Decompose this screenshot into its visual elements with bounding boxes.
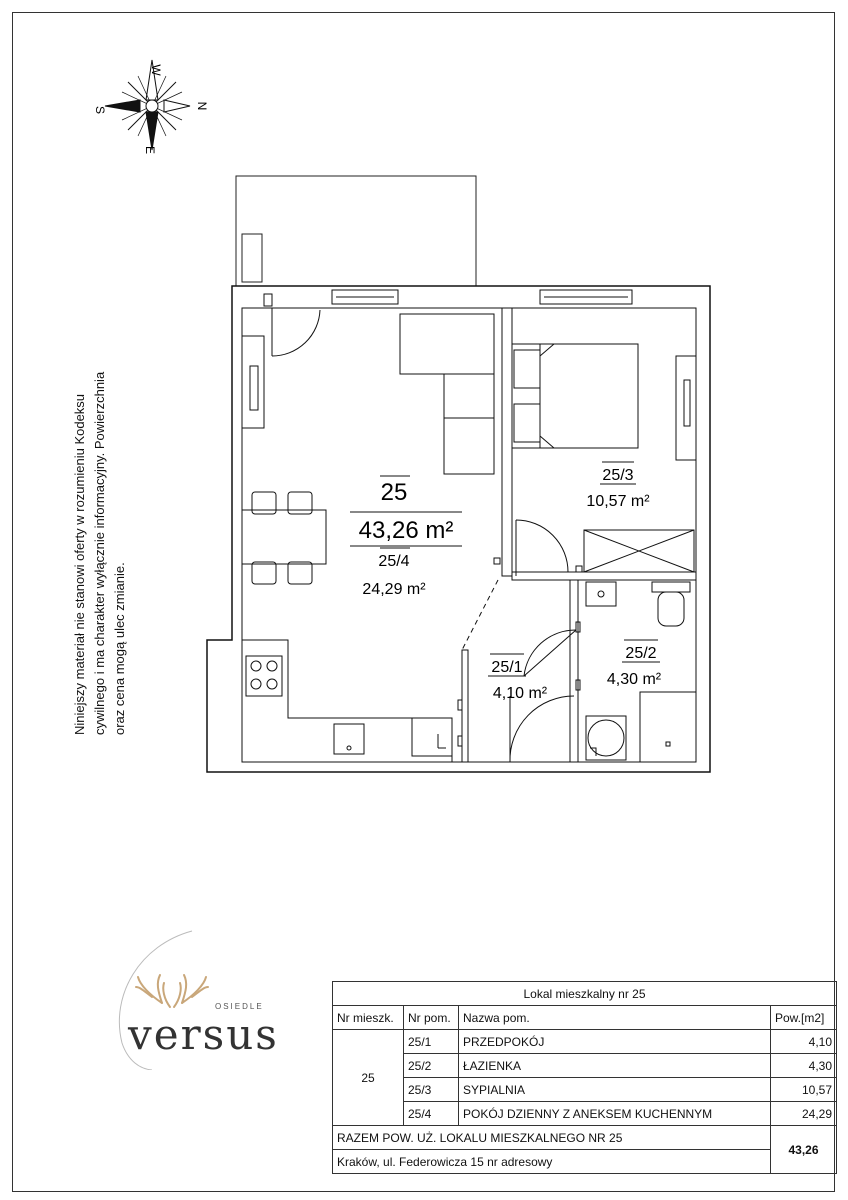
- row-name: POKÓJ DZIENNY Z ANEKSEM KUCHENNYM: [459, 1102, 771, 1126]
- room-id-25-1: 25/1: [491, 659, 523, 676]
- header-room-no: Nr pom.: [404, 1006, 459, 1030]
- disclaimer-line: oraz cena mogą ulec zmianie.: [112, 562, 127, 735]
- logo-name: versus: [128, 1010, 279, 1059]
- unit-area: 43,26 m²: [358, 517, 454, 544]
- room-id-25-3: 25/3: [602, 467, 634, 484]
- compass-e: E: [143, 145, 157, 155]
- row-name: ŁAZIENKA: [459, 1054, 771, 1078]
- disclaimer: [70, 315, 130, 735]
- table-row: [333, 1102, 837, 1126]
- header-unit-no: Nr mieszk.: [333, 1006, 404, 1030]
- room-legend-table: [332, 981, 837, 1174]
- compass-rose-icon: [105, 60, 190, 150]
- room-area-25-1: 4,10 m²: [492, 685, 548, 702]
- disclaimer-line: Niniejszy materiał nie stanowi oferty w rozumieniu Kodeksu: [72, 393, 87, 735]
- compass-w: W: [149, 64, 163, 76]
- total-label: RAZEM POW. UŻ. LOKALU MIESZKALNEGO NR 25: [333, 1126, 771, 1150]
- table-row: [333, 1078, 837, 1102]
- room-id-25-4: 25/4: [378, 553, 410, 570]
- disclaimer-line: cywilnego i ma charakter wyłącznie informacyjny. Powierzchnia: [92, 371, 107, 735]
- row-nr: 25/2: [404, 1054, 459, 1078]
- total-area: 43,26: [771, 1126, 837, 1174]
- table-row: [333, 1030, 837, 1054]
- room-area-25-2: 4,30 m²: [606, 671, 662, 688]
- address: Kraków, ul. Federowicza 15 nr adresowy: [333, 1150, 771, 1174]
- room-area-25-3: 10,57 m²: [586, 493, 650, 510]
- row-area: 24,29: [771, 1102, 837, 1126]
- header-area: Pow.[m2]: [771, 1006, 837, 1030]
- header-room-name: Nazwa pom.: [459, 1006, 771, 1030]
- legend-unit: 25: [333, 1030, 404, 1126]
- unit-number: 25: [380, 479, 408, 506]
- row-area: 4,10: [771, 1030, 837, 1054]
- row-area: 10,57: [771, 1078, 837, 1102]
- row-nr: 25/4: [404, 1102, 459, 1126]
- logo-osiedle: OSIEDLE: [215, 1002, 264, 1011]
- exterior-wall: [207, 286, 710, 772]
- table-row: [333, 1054, 837, 1078]
- row-nr: 25/3: [404, 1078, 459, 1102]
- legend-caption: Lokal mieszkalny nr 25: [333, 982, 837, 1006]
- room-area-25-4: 24,29 m²: [362, 581, 426, 598]
- row-area: 4,30: [771, 1054, 837, 1078]
- row-name: SYPIALNIA: [459, 1078, 771, 1102]
- balcony: [236, 176, 476, 286]
- compass-s: S: [93, 105, 107, 115]
- compass-n: N: [195, 101, 209, 111]
- row-name: PRZEDPOKÓJ: [459, 1030, 771, 1054]
- row-nr: 25/1: [404, 1030, 459, 1054]
- room-id-25-2: 25/2: [625, 645, 657, 662]
